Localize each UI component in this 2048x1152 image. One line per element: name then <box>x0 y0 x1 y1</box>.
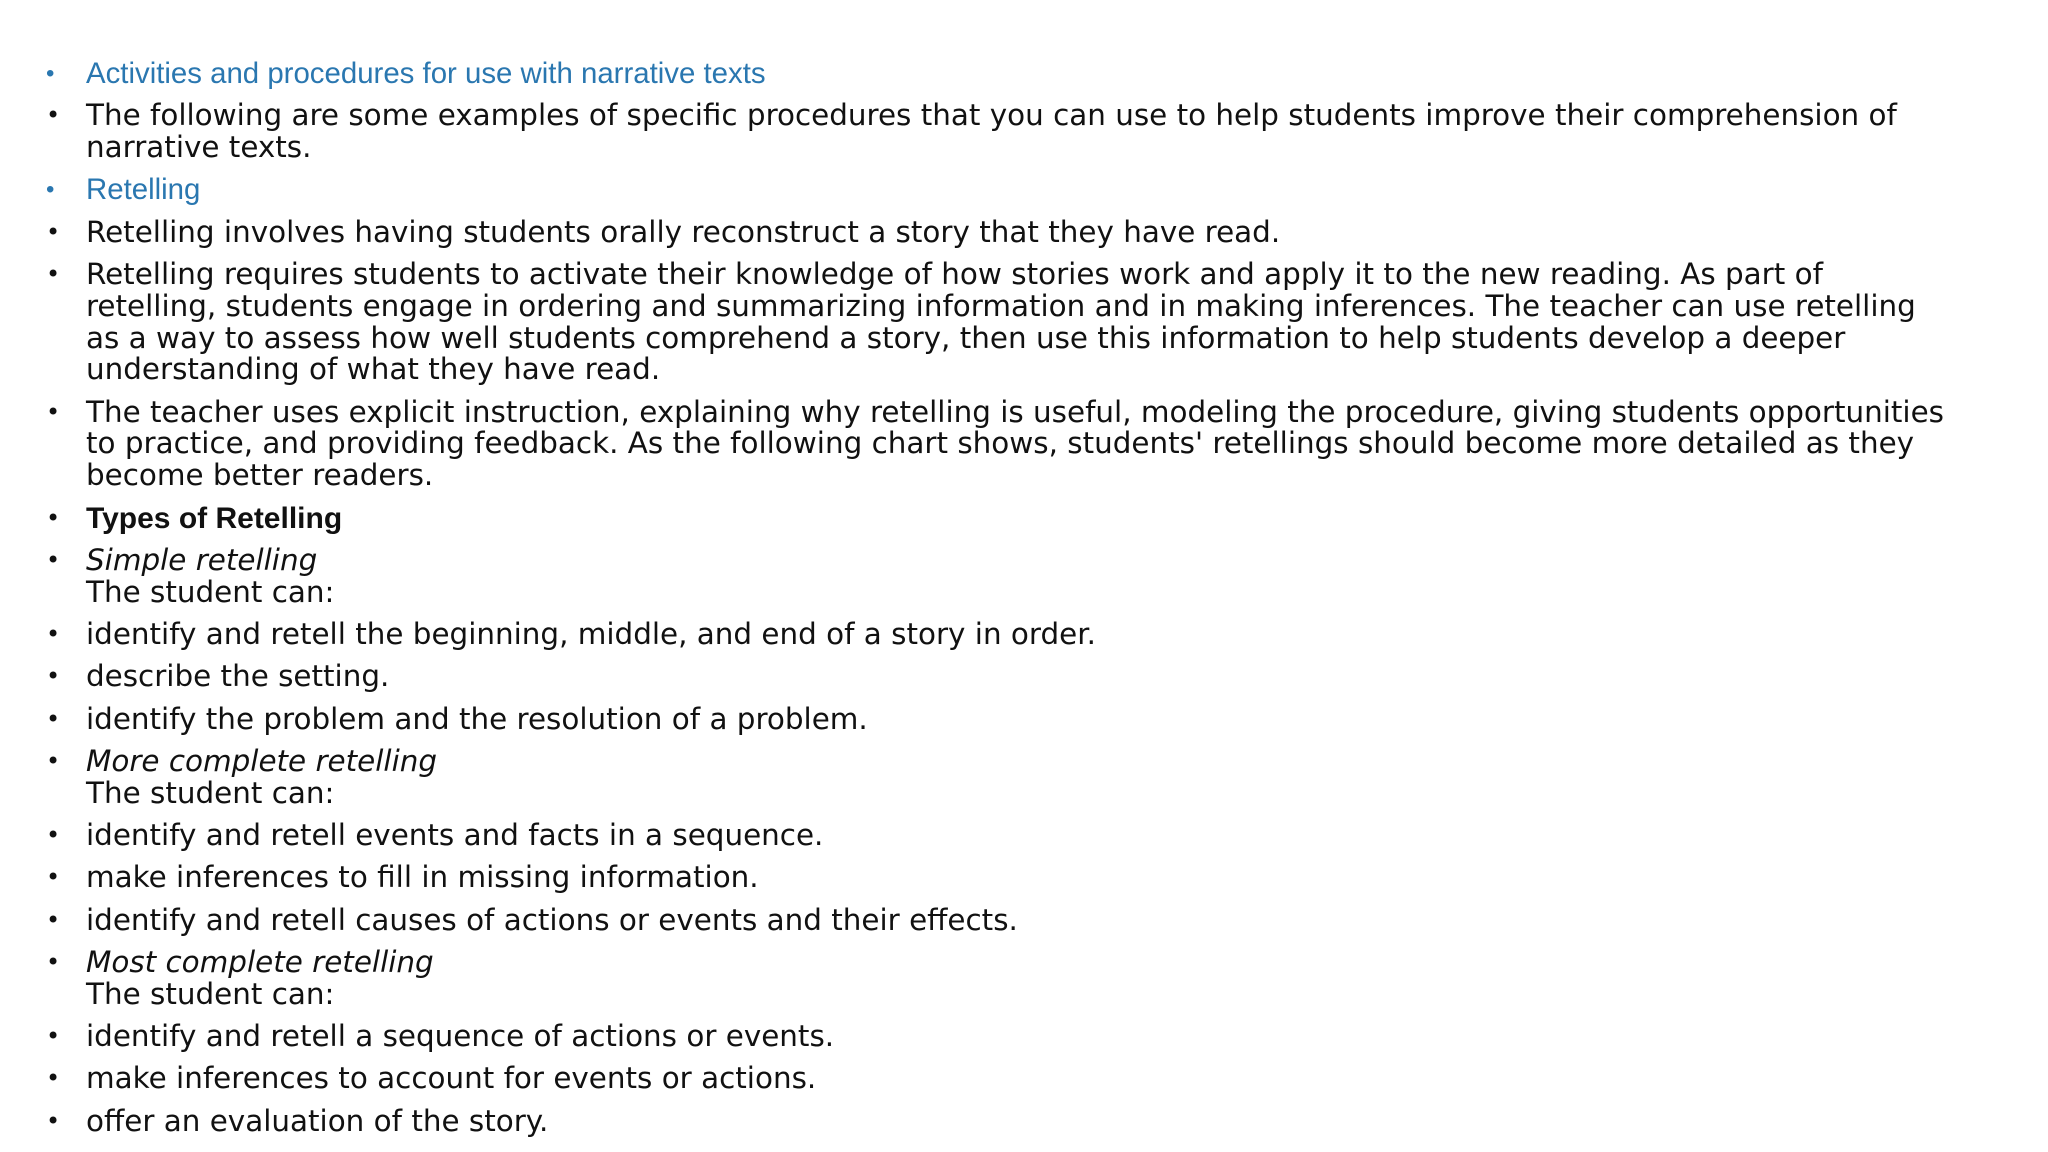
list-item <box>46 944 1946 1011</box>
bullet-icon: • <box>46 863 61 892</box>
list-item <box>46 616 1946 651</box>
retelling-level <box>86 743 1946 810</box>
list-item <box>46 100 1946 164</box>
section-heading: Retelling <box>86 173 201 207</box>
retelling-level-title: Simple retelling <box>86 542 318 577</box>
bullet-icon: • <box>46 619 61 648</box>
bullet-list <box>46 58 1946 1148</box>
bullet-icon: • <box>46 60 55 87</box>
bullet-icon: • <box>46 259 61 288</box>
list-item <box>46 174 1946 206</box>
bullet-icon: • <box>46 947 61 976</box>
skill-text: describe the setting. <box>86 659 390 694</box>
skill-text: offer an evaluation of the story. <box>86 1103 549 1138</box>
list-item <box>46 701 1946 736</box>
bullet-icon: • <box>46 545 61 574</box>
bullet-icon: • <box>46 704 61 733</box>
retelling-level-title: More complete retelling <box>86 743 438 778</box>
list-item <box>46 503 1946 535</box>
list-item <box>46 394 1946 493</box>
skill-text: identify and retell events and facts in a sequence. <box>86 817 824 852</box>
list-item <box>46 214 1946 249</box>
bullet-icon: • <box>46 1106 61 1135</box>
list-item <box>46 1063 1946 1095</box>
skill-text: identify the problem and the resolution of a problem. <box>86 701 868 736</box>
list-item <box>46 1018 1946 1053</box>
skill-text: make inferences to fill in missing information. <box>86 860 759 895</box>
bullet-icon: • <box>46 397 61 426</box>
paragraph-text: The following are some examples of specific procedures that you can use to help students improve their comprehension of narrative texts. <box>86 98 1897 165</box>
retelling-level <box>86 944 1946 1011</box>
paragraph-text: The teacher uses explicit instruction, explaining why retelling is useful, modeling the procedure, giving students opportunities to practice, and providing feedback. As the following chart shows, students' retellings should become more detailed as they become better readers. <box>86 394 1944 493</box>
list-item <box>46 817 1946 852</box>
list-item <box>46 661 1946 693</box>
skill-text: make inferences to account for events or actions. <box>86 1061 817 1096</box>
list-item <box>46 58 1946 90</box>
bullet-icon: • <box>46 662 61 691</box>
retelling-level-title: Most complete retelling <box>86 944 434 979</box>
bullet-icon: • <box>46 1064 61 1093</box>
retelling-level-lead: The student can: <box>86 574 335 609</box>
paragraph-text: Retelling involves having students orally reconstruct a story that they have read. <box>86 214 1281 249</box>
skill-text: identify and retell causes of actions or events and their effects. <box>86 902 1018 937</box>
bullet-icon: • <box>46 746 61 775</box>
bullet-icon: • <box>46 176 55 204</box>
bullet-icon: • <box>46 820 61 849</box>
skill-text: identify and retell the beginning, middle, and end of a story in order. <box>86 616 1096 651</box>
bullet-icon: • <box>46 1021 61 1050</box>
bullet-icon: • <box>46 217 61 246</box>
list-item <box>46 743 1946 810</box>
bullet-icon: • <box>46 101 61 130</box>
subsection-title: Types of Retelling <box>86 501 343 535</box>
skill-text: identify and retell a sequence of actions or events. <box>86 1018 835 1053</box>
list-item <box>46 256 1946 387</box>
list-item <box>46 862 1946 894</box>
list-item <box>46 902 1946 937</box>
paragraph-text: Retelling requires students to activate their knowledge of how stories work and apply it to the new reading. As part of retelling, students engage in ordering and summarizing information and in making inferences. The teacher can use retelling as a way to assess how well students comprehend a story, then use this information to help students develop a deeper understanding of what they have read. <box>86 256 1916 387</box>
list-item <box>46 1103 1946 1138</box>
retelling-level-lead: The student can: <box>86 775 335 810</box>
list-item <box>46 542 1946 609</box>
bullet-icon: • <box>46 503 61 532</box>
section-heading: Activities and procedures for use with narrative texts <box>86 57 766 90</box>
bullet-icon: • <box>46 905 61 934</box>
retelling-level <box>86 542 1946 609</box>
retelling-level-lead: The student can: <box>86 976 335 1011</box>
